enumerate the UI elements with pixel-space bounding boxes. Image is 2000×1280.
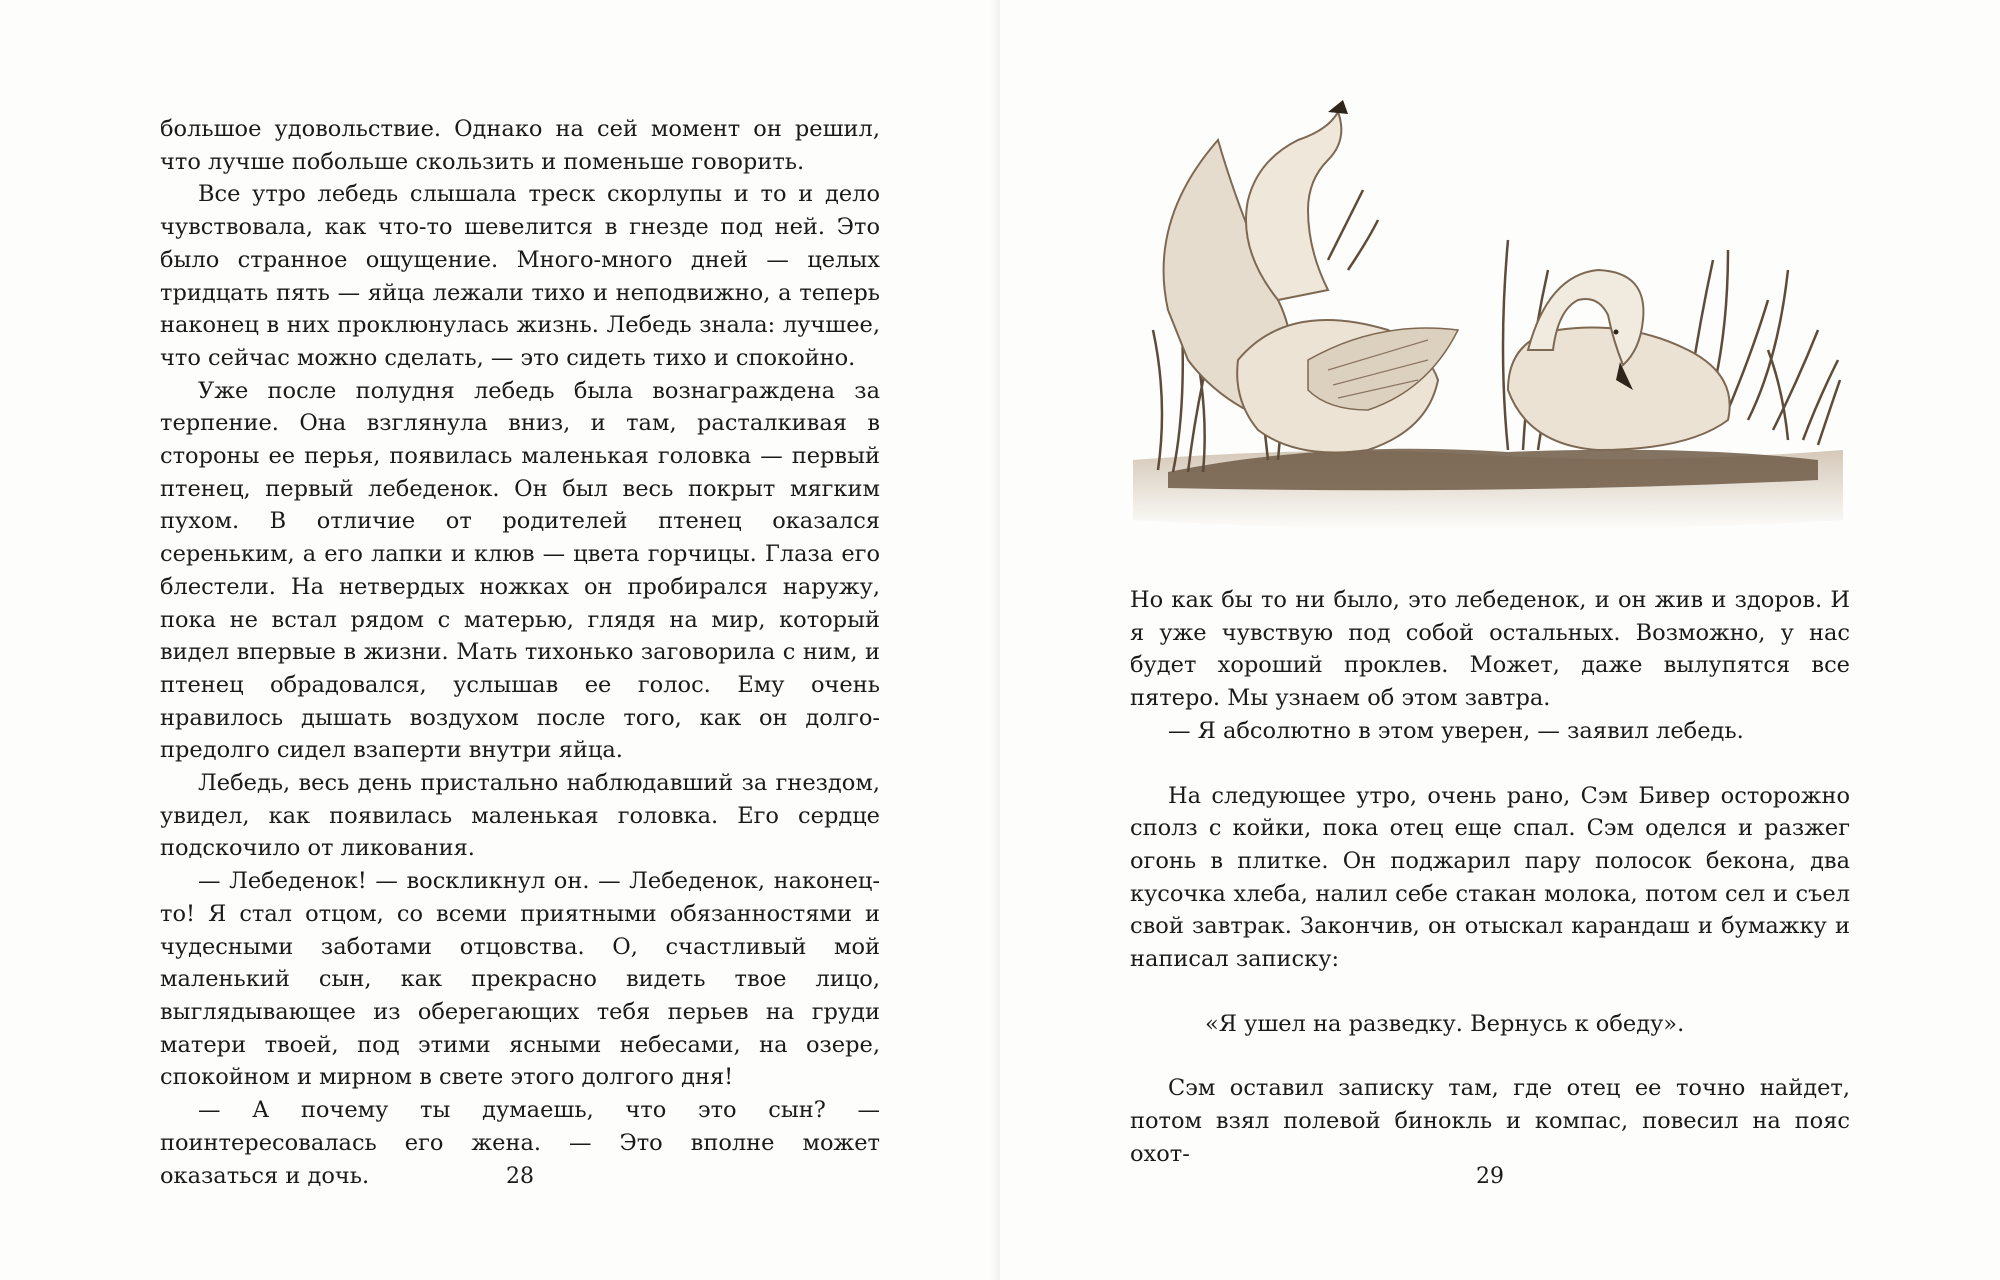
paragraph: Но как бы то ни было, это лебеденок, и он жив и здоров. И я уже чувствую под собой остальных. Возможно, у нас будет хороший проклев. Может, даже вылупятся все пятеро. Мы узнаем об этом завтра. [1130,587,1850,712]
swans-illustration [1128,100,1852,540]
paragraph: — А почему ты думаешь, что это сын? — поинтересовалась его жена. — Это вполне может оказаться и дочь. [160,1097,880,1189]
left-page-text [160,113,880,1192]
section-gap [1130,748,1850,780]
page-number: 29 [1476,1164,1504,1189]
paragraph: Все утро лебедь слышала треск скорлупы и то и дело чувствовала, как что-то шевелится в гнезде под ней. Это было странное ощущение. Много-много дней — целых тридцать пять — яйца лежали тихо и неподвижно, а теперь наконец в них проклюнулась жизнь. Лебедь знала: лучшее, что сейчас можно сделать, — это сидеть тихо и спокойно. [160,181,880,371]
standing-swan [1164,100,1458,453]
paragraph: Уже после полудня лебедь была вознаграждена за терпение. Она взглянула вниз, и там, расталкивая в стороны ее перья, появилась маленькая головка — первый птенец, первый лебеденок. Он был весь покрыт мягким пухом. В отличие от родителей птенец оказался сереньким, а его лапки и клюв — цвета горчицы. Глаза его блестели. На нетвердых ножках он пробирался наружу, пока не встал рядом с матерью, глядя на мир, который видел впервые в жизни. Мать тихонько заговорила с ним, и птенец обрадовался, услышав ее голос. Ему очень нравилось дышать воздухом после того, как он долго-предолго сидел взаперти внутри яйца. [160,377,880,764]
paragraph: На следующее утро, очень рано, Сэм Бивер осторожно сполз с койки, пока отец еще спал. Сэм оделся и разжег огонь в плитке. Он поджарил пару полосок бекона, два кусочка хлеба, налил себе стакан молока, потом сел и съел свой завтрак. Закончив, он отыскал карандаш и бумажку и написал записку: [1130,782,1850,973]
right-page-text [1130,584,1850,1171]
section-gap [1130,976,1850,1008]
paragraph: Сэм оставил записку там, где отец ее точно найдет, потом взял полевой бинокль и компас, повесил на пояс охот- [1130,1075,1850,1167]
section-gap [1130,1040,1850,1072]
paragraph: — Я абсолютно в этом уверен, — заявил лебедь. [1168,717,1744,744]
paragraph: Лебедь, весь день пристально наблюдавший за гнездом, увидел, как появилась маленькая головка. Его сердце подскочило от ликования. [160,770,880,862]
paragraph: — Лебеденок! — воскликнул он. — Лебеденок, наконец-то! Я стал отцом, со всеми приятными обязанностями и чудесными заботами отцовства. О, счастливый мой маленький сын, как прекрасно видеть твое лицо, выглядывающее из оберегающих тебя перьев на груди матери твоей, под этими ясными небесами, на озере, спокойном и мирном в свете этого долгого дня! [160,868,880,1091]
page-number: 28 [506,1164,534,1189]
paragraph: большое удовольствие. Однако на сей момент он решил, что лучше побольше скользить и поменьше говорить. [160,116,880,175]
note-quote: «Я ушел на разведку. Вернусь к обеду». [1205,1010,1685,1037]
